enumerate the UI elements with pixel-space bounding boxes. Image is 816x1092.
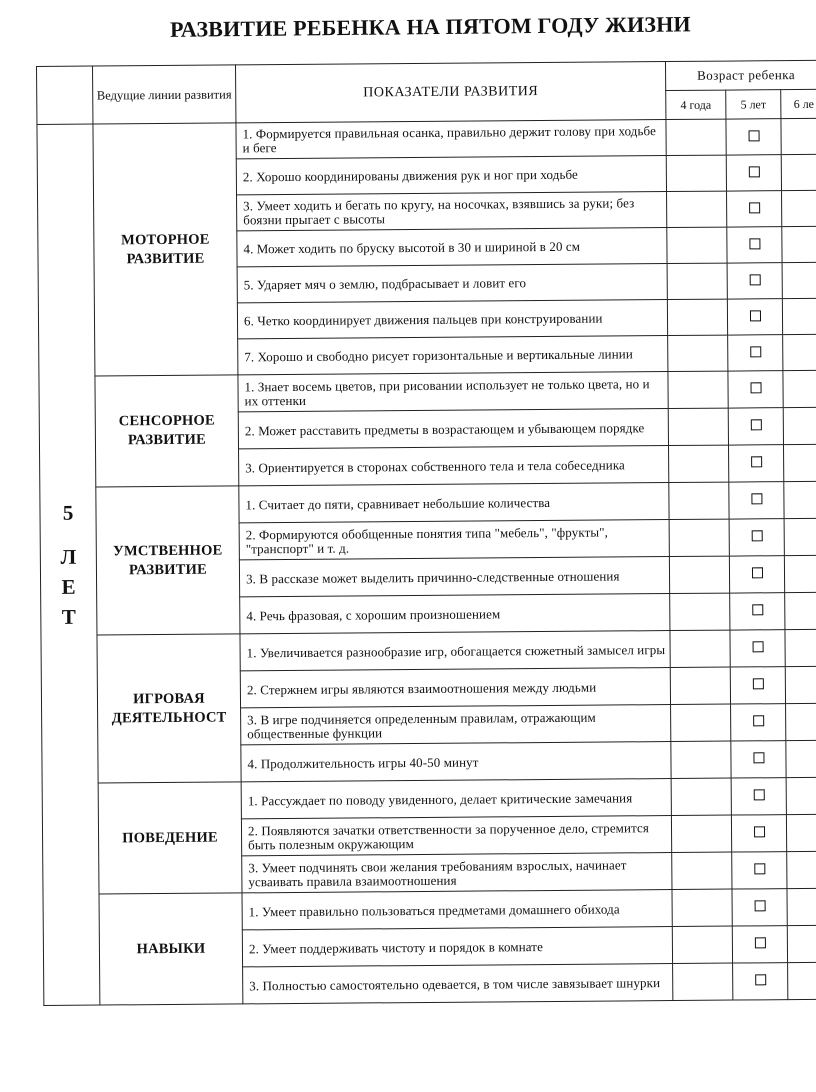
checkbox[interactable] bbox=[754, 937, 765, 948]
section-name: МОТОРНОЕ РАЗВИТИЕ bbox=[93, 123, 238, 376]
section-name: УМСТВЕННОЕ РАЗВИТИЕ bbox=[96, 486, 240, 635]
age-5-cell bbox=[730, 593, 785, 630]
indicator-text: 6. Четко координирует движения пальцев при конструировании bbox=[237, 300, 667, 339]
age-5-cell bbox=[728, 408, 783, 445]
checkbox[interactable] bbox=[752, 678, 763, 689]
indicator-text: 3. Ориентируется в сторонах собственного тела и тела собеседника bbox=[239, 446, 669, 486]
age-word-letter: Т bbox=[61, 604, 76, 629]
age-4-cell bbox=[666, 119, 726, 155]
age-4-cell bbox=[671, 741, 731, 778]
age-5-cell bbox=[728, 445, 783, 482]
header-indicators: ПОКАЗАТЕЛИ РАЗВИТИЯ bbox=[235, 62, 665, 123]
age-4-cell bbox=[668, 408, 728, 445]
age-6-cell bbox=[786, 814, 816, 851]
age-number: 5 bbox=[62, 500, 74, 525]
indicator-text: 4. Речь фразовая, с хорошим произношением bbox=[240, 594, 670, 634]
age-4-cell bbox=[673, 963, 733, 1000]
age-4-cell bbox=[671, 704, 731, 741]
header-age-5: 5 лет bbox=[726, 90, 781, 119]
age-6-cell bbox=[785, 629, 816, 666]
indicator-text: 4. Продолжительность игры 40-50 минут bbox=[241, 742, 671, 782]
age-6-cell bbox=[786, 703, 816, 740]
indicator-text: 1. Знает восемь цветов, при рисовании использует не только цвета, но и их оттенки bbox=[238, 372, 668, 412]
development-table-sheet bbox=[36, 60, 816, 1026]
age-5-cell bbox=[728, 335, 783, 371]
indicator-text: 2. Хорошо координированы движения рук и ног при ходьбе bbox=[236, 156, 666, 195]
age-5-cell bbox=[727, 263, 782, 299]
age-4-cell bbox=[668, 371, 728, 408]
table-row bbox=[40, 481, 816, 524]
checkbox[interactable] bbox=[753, 789, 764, 800]
age-6-cell bbox=[787, 925, 816, 962]
age-5-cell bbox=[732, 889, 787, 926]
age-4-cell bbox=[666, 155, 726, 191]
age-4-cell bbox=[671, 778, 731, 815]
indicator-text: 2. Может расставить предметы в возрастающем и убывающем порядке bbox=[238, 409, 668, 449]
page-title: РАЗВИТИЕ РЕБЕНКА НА ПЯТОМ ГОДУ ЖИЗНИ bbox=[169, 11, 691, 42]
age-5-cell bbox=[726, 119, 781, 155]
age-4-cell bbox=[669, 519, 729, 556]
age-5-cell bbox=[728, 371, 783, 408]
age-6-cell bbox=[788, 962, 816, 999]
checkbox[interactable] bbox=[750, 382, 761, 393]
section-name: ИГРОВАЯ ДЕЯТЕЛЬНОСТ bbox=[97, 634, 241, 783]
header-leading-lines: Ведущие линии развития bbox=[93, 65, 236, 124]
age-4-cell bbox=[672, 889, 732, 926]
age-5-cell bbox=[733, 963, 788, 1000]
table-row bbox=[42, 777, 816, 820]
age-4-cell bbox=[669, 482, 729, 519]
age-6-cell bbox=[783, 444, 816, 481]
age-6-cell bbox=[783, 407, 816, 444]
age-4-cell bbox=[672, 926, 732, 963]
age-6-cell bbox=[785, 592, 816, 629]
indicator-text: 1. Считает до пяти, сравнивает небольшие количества bbox=[239, 483, 669, 523]
age-6-cell bbox=[784, 555, 816, 592]
header-age-4: 4 года bbox=[666, 90, 726, 119]
age-5-cell bbox=[726, 155, 781, 191]
table-row bbox=[39, 370, 816, 413]
age-6-cell bbox=[785, 666, 816, 703]
checkbox[interactable] bbox=[751, 456, 762, 467]
table-row bbox=[43, 888, 816, 931]
age-6-cell bbox=[782, 262, 816, 298]
corner-cell bbox=[37, 66, 93, 124]
age-5-cell bbox=[727, 299, 782, 335]
indicator-text: 5. Ударяет мяч о землю, подбрасывает и ловит его bbox=[237, 264, 667, 303]
checkbox[interactable] bbox=[751, 567, 762, 578]
section-name: ПОВЕДЕНИЕ bbox=[98, 782, 242, 894]
checkbox[interactable] bbox=[751, 493, 762, 504]
age-6-cell bbox=[787, 851, 816, 888]
checkbox[interactable] bbox=[751, 530, 762, 541]
age-5-cell bbox=[731, 741, 786, 778]
checkbox[interactable] bbox=[749, 238, 760, 249]
age-5-cell bbox=[729, 556, 784, 593]
age-6-cell bbox=[783, 370, 816, 407]
age-4-cell bbox=[667, 227, 727, 263]
age-6-cell bbox=[782, 190, 816, 226]
age-5-cell bbox=[732, 926, 787, 963]
indicator-text: 3. Полностью самостоятельно одевается, в том числе завязывает шнурки bbox=[243, 964, 673, 1004]
indicator-text: 2. Формируются обобщенные понятия типа "мебель", "фрукты", "транспорт" и т. д. bbox=[239, 520, 669, 560]
checkbox[interactable] bbox=[754, 863, 765, 874]
age-6-cell bbox=[783, 334, 816, 370]
age-5-cell bbox=[731, 815, 786, 852]
indicator-text: 1. Умеет правильно пользоваться предметами домашнего обихода bbox=[242, 890, 672, 930]
checkbox[interactable] bbox=[753, 715, 764, 726]
header-age-6: 6 ле bbox=[781, 89, 816, 118]
checkbox[interactable] bbox=[752, 641, 763, 652]
age-5-cell bbox=[730, 630, 785, 667]
checkbox[interactable] bbox=[750, 346, 761, 357]
age-4-cell bbox=[670, 593, 730, 630]
age-4-cell bbox=[668, 335, 728, 371]
checkbox[interactable] bbox=[755, 974, 766, 985]
table-row bbox=[37, 118, 816, 160]
indicator-text: 3. Умеет подчинять свои желания требованиям взрослых, начинает усваивать правила взаимоотношения bbox=[242, 853, 672, 893]
indicator-text: 1. Рассуждает по поводу увиденного, делает критические замечания bbox=[241, 779, 671, 819]
checkbox[interactable] bbox=[750, 419, 761, 430]
age-4-cell bbox=[667, 263, 727, 299]
indicator-text: 2. Умеет поддерживать чистоту и порядок в комнате bbox=[242, 927, 672, 967]
section-name: СЕНСОРНОЕ РАЗВИТИЕ bbox=[95, 375, 239, 487]
indicator-text: 2. Появляются зачатки ответственности за порученное дело, стремится быть полезным окружающим bbox=[241, 816, 671, 856]
indicator-text: 3. В игре подчиняется определенным правилам, отражающим общественные функции bbox=[241, 705, 671, 745]
checkbox[interactable] bbox=[748, 130, 759, 141]
header-age: Возраст ребенка bbox=[665, 60, 816, 90]
table-row bbox=[41, 629, 816, 672]
age-6-cell bbox=[784, 518, 816, 555]
age-5-cell bbox=[731, 704, 786, 741]
age-word-letter: Е bbox=[61, 574, 76, 599]
age-5-cell bbox=[727, 227, 782, 263]
age-5-cell bbox=[727, 191, 782, 227]
age-4-cell bbox=[670, 630, 730, 667]
age-6-cell bbox=[782, 298, 816, 334]
age-4-cell bbox=[670, 667, 730, 704]
age-group-label bbox=[37, 124, 100, 1005]
age-word-letter: Л bbox=[60, 544, 77, 569]
indicator-text: 1. Формируется правильная осанка, правильно держит голову при ходьбе и беге bbox=[236, 120, 666, 159]
age-4-cell bbox=[667, 299, 727, 335]
section-name: НАВЫКИ bbox=[99, 893, 243, 1005]
age-4-cell bbox=[669, 445, 729, 482]
checkbox[interactable] bbox=[754, 900, 765, 911]
age-5-cell bbox=[730, 667, 785, 704]
checkbox[interactable] bbox=[753, 826, 764, 837]
checkbox[interactable] bbox=[749, 310, 760, 321]
age-6-cell bbox=[781, 154, 816, 190]
age-4-cell bbox=[667, 191, 727, 227]
indicator-text: 7. Хорошо и свободно рисует горизонтальные и вертикальные линии bbox=[238, 336, 668, 375]
table-body bbox=[37, 118, 816, 1005]
checkbox[interactable] bbox=[749, 202, 760, 213]
age-5-cell bbox=[731, 778, 786, 815]
development-table bbox=[36, 60, 816, 1006]
age-6-cell bbox=[782, 226, 816, 262]
age-6-cell bbox=[781, 118, 816, 154]
indicator-text: 3. В рассказе может выделить причинно-следственные отношения bbox=[239, 557, 669, 597]
indicator-text: 4. Может ходить по бруску высотой в 30 и шириной в 20 см bbox=[237, 228, 667, 267]
age-5-cell bbox=[732, 852, 787, 889]
age-4-cell bbox=[671, 815, 731, 852]
age-6-cell bbox=[786, 740, 816, 777]
age-4-cell bbox=[669, 556, 729, 593]
indicator-text: 1. Увеличивается разнообразие игр, обогащается сюжетный замысел игры bbox=[240, 631, 670, 671]
age-6-cell bbox=[787, 888, 816, 925]
checkbox[interactable] bbox=[753, 752, 764, 763]
age-4-cell bbox=[672, 852, 732, 889]
age-5-cell bbox=[729, 482, 784, 519]
checkbox[interactable] bbox=[749, 274, 760, 285]
indicator-text: 2. Стержнем игры являются взаимоотношения между людьми bbox=[240, 668, 670, 708]
checkbox[interactable] bbox=[752, 604, 763, 615]
age-6-cell bbox=[786, 777, 816, 814]
checkbox[interactable] bbox=[748, 166, 759, 177]
indicator-text: 3. Умеет ходить и бегать по кругу, на носочках, взявшись за руки; без боязни прыгает с высоты bbox=[237, 192, 667, 231]
age-5-cell bbox=[729, 519, 784, 556]
age-6-cell bbox=[784, 481, 816, 518]
